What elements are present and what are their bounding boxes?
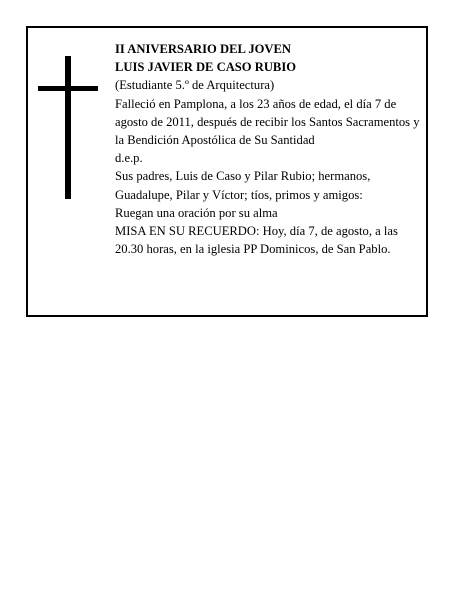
cross-vertical-bar [65,56,71,199]
cross-horizontal-bar [38,86,98,91]
prayer-request: Ruegan una oración por su alma [115,205,278,220]
notice-heading-line1: II ANIVERSARIO DEL JOVEN [115,42,292,56]
cross-icon [38,56,98,199]
notice-heading-line2: LUIS JAVIER DE CASO RUBIO [115,60,297,75]
notice-text [115,40,421,258]
notice-subtitle: (Estudiante 5.º de Arquitectura) [115,78,275,93]
obituary-notice [26,26,428,317]
family-text: Sus padres, Luis de Caso y Pilar Rubio; hermanos, Guadalupe, Pilar y Víctor; tíos, primos y amigos: [115,169,371,202]
mass-details: MISA EN SU RECUERDO: Hoy, día 7, de agosto, a las 20.30 horas, en la iglesia PP Dominicos, de San Pablo. [115,224,398,257]
dep-text: d.e.p. [115,151,143,166]
death-details: Falleció en Pamplona, a los 23 años de edad, el día 7 de agosto de 2011, después de recibir los Santos Sacramentos y la Bendición Apostólica de Su Santidad [115,96,420,148]
